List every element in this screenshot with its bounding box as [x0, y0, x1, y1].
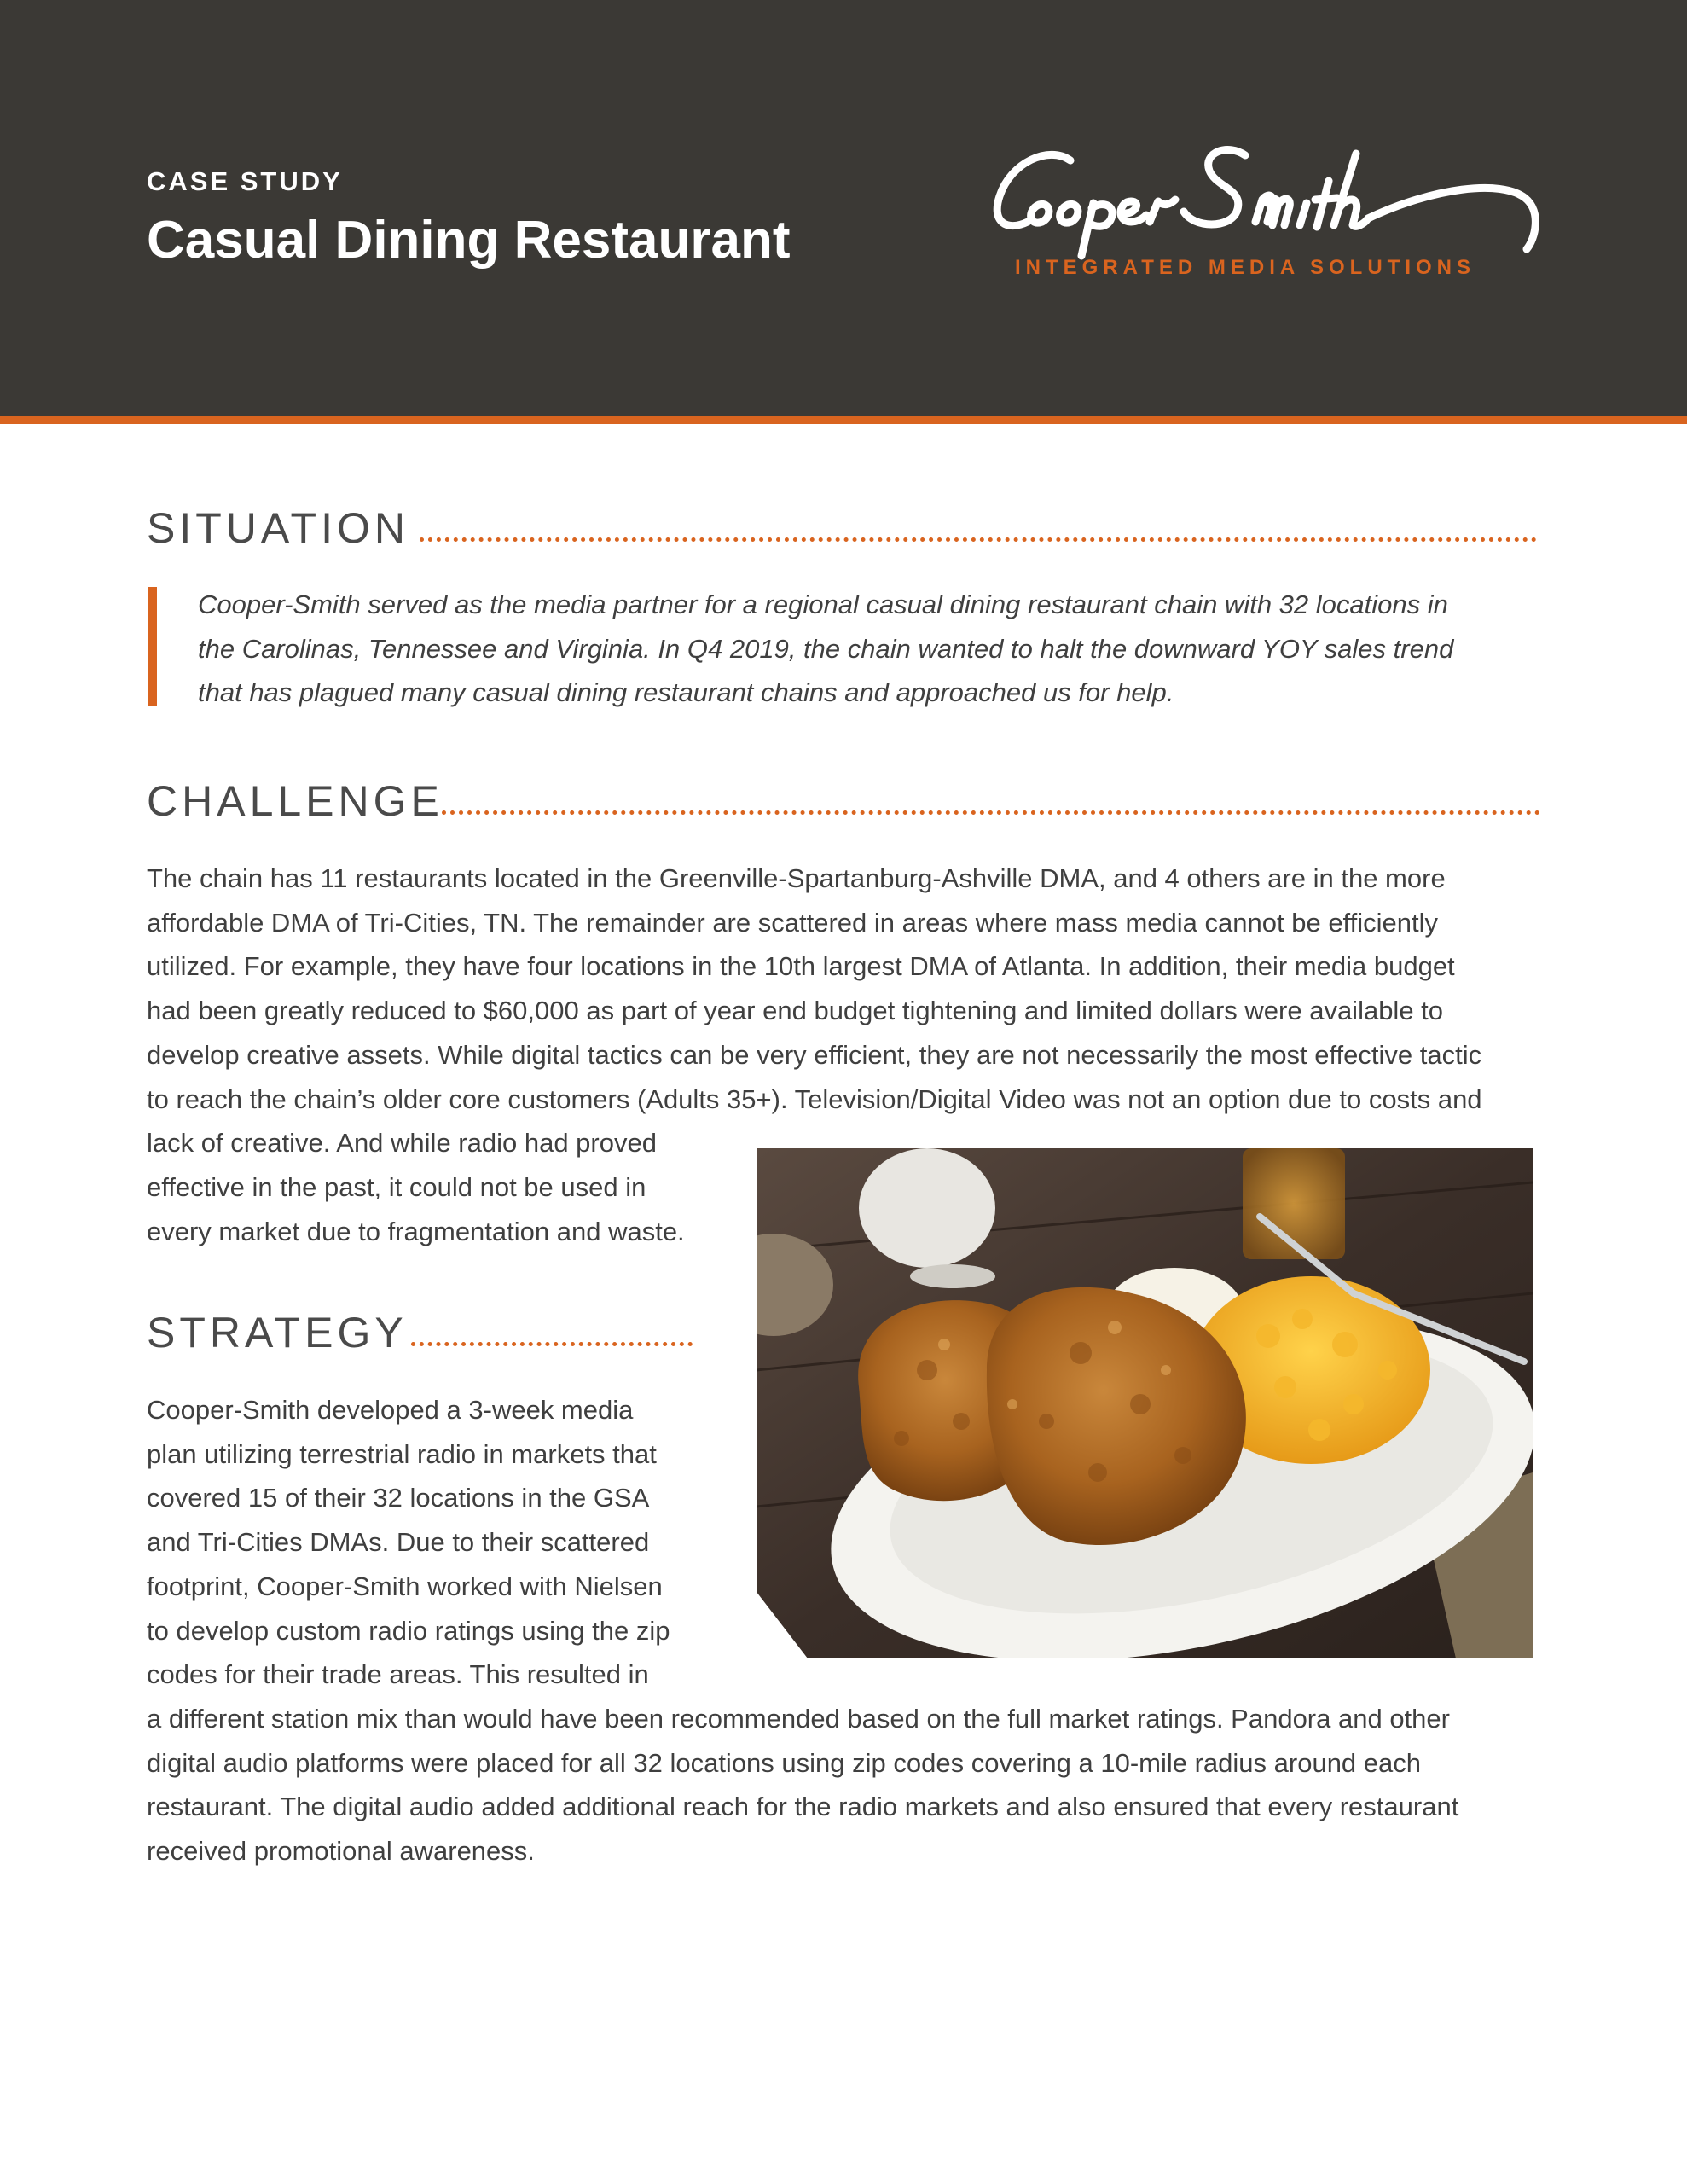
strategy-line: footprint, Cooper-Smith worked with Nielsen [147, 1571, 663, 1601]
strategy-line: to develop custom radio ratings using the zip [147, 1615, 670, 1646]
strategy-line: restaurant. The digital audio added additional reach for the radio markets and also ensured that every restaurant [147, 1792, 1459, 1822]
challenge-dotted-leader [442, 810, 1540, 815]
strategy-line: covered 15 of their 32 locations in the GSA [147, 1483, 650, 1513]
challenge-heading: CHALLENGE [147, 777, 443, 825]
challenge-line: had been greatly reduced to $60,000 as part of year end budget tightening and limited dollars were available to [147, 996, 1444, 1026]
challenge-line: every market due to fragmentation and waste. [147, 1216, 685, 1246]
header-banner [0, 0, 1687, 416]
challenge-line: effective in the past, it could not be used in [147, 1171, 646, 1202]
cooper-smith-logo [989, 136, 1552, 282]
header-accent-stripe [0, 416, 1687, 424]
challenge-line: affordable DMA of Tri-Cities, TN. The remainder are scattered in areas where mass media cannot be efficiently [147, 907, 1438, 938]
situation-dotted-leader [420, 537, 1537, 542]
situation-line: that has plagued many casual dining restaurant chains and approached us for help. [198, 677, 1174, 707]
strategy-line: plan utilizing terrestrial radio in markets that [147, 1438, 657, 1469]
strategy-text [147, 1388, 1545, 1873]
logo-tagline: INTEGRATED MEDIA SOLUTIONS [1015, 256, 1475, 279]
strategy-line: Cooper-Smith developed a 3-week media [147, 1395, 634, 1425]
strategy-line: digital audio platforms were placed for all 32 locations using zip codes covering a 10-mile radius around each [147, 1747, 1422, 1778]
strategy-heading: STRATEGY [147, 1309, 408, 1356]
strategy-dotted-leader [411, 1342, 693, 1346]
situation-quote-bar [148, 587, 157, 706]
eyebrow-label: CASE STUDY [147, 166, 343, 196]
situation-heading: SITUATION [147, 504, 409, 552]
strategy-line: received promotional awareness. [147, 1836, 535, 1867]
challenge-line: to reach the chain’s older core customers (Adults 35+). Television/Digital Video was not an option due to costs and [147, 1083, 1482, 1114]
challenge-line: The chain has 11 restaurants located in the Greenville-Spartanburg-Ashville DMA, and 4 others are in the more [147, 863, 1446, 893]
challenge-line: develop creative assets. While digital tactics can be very efficient, they are not necessarily the most effective tactic [147, 1039, 1482, 1070]
strategy-line: and Tri-Cities DMAs. Due to their scattered [147, 1527, 650, 1558]
challenge-line: lack of creative. And while radio had proved [147, 1128, 657, 1159]
strategy-line: codes for their trade areas. This resulted in [147, 1659, 649, 1690]
strategy-line: a different station mix than would have been recommended based on the full market ratings. Pandora and other [147, 1703, 1450, 1734]
situation-text [198, 583, 1545, 715]
situation-line: the Carolinas, Tennessee and Virginia. In Q4 2019, the chain wanted to halt the downward YOY sales trend [198, 633, 1454, 664]
page-title: Casual Dining Restaurant [147, 211, 791, 270]
situation-line: Cooper-Smith served as the media partner for a regional casual dining restaurant chain with 32 locations in [198, 590, 1448, 619]
challenge-line: utilized. For example, they have four locations in the 10th largest DMA of Atlanta. In addition, their media budget [147, 951, 1455, 982]
